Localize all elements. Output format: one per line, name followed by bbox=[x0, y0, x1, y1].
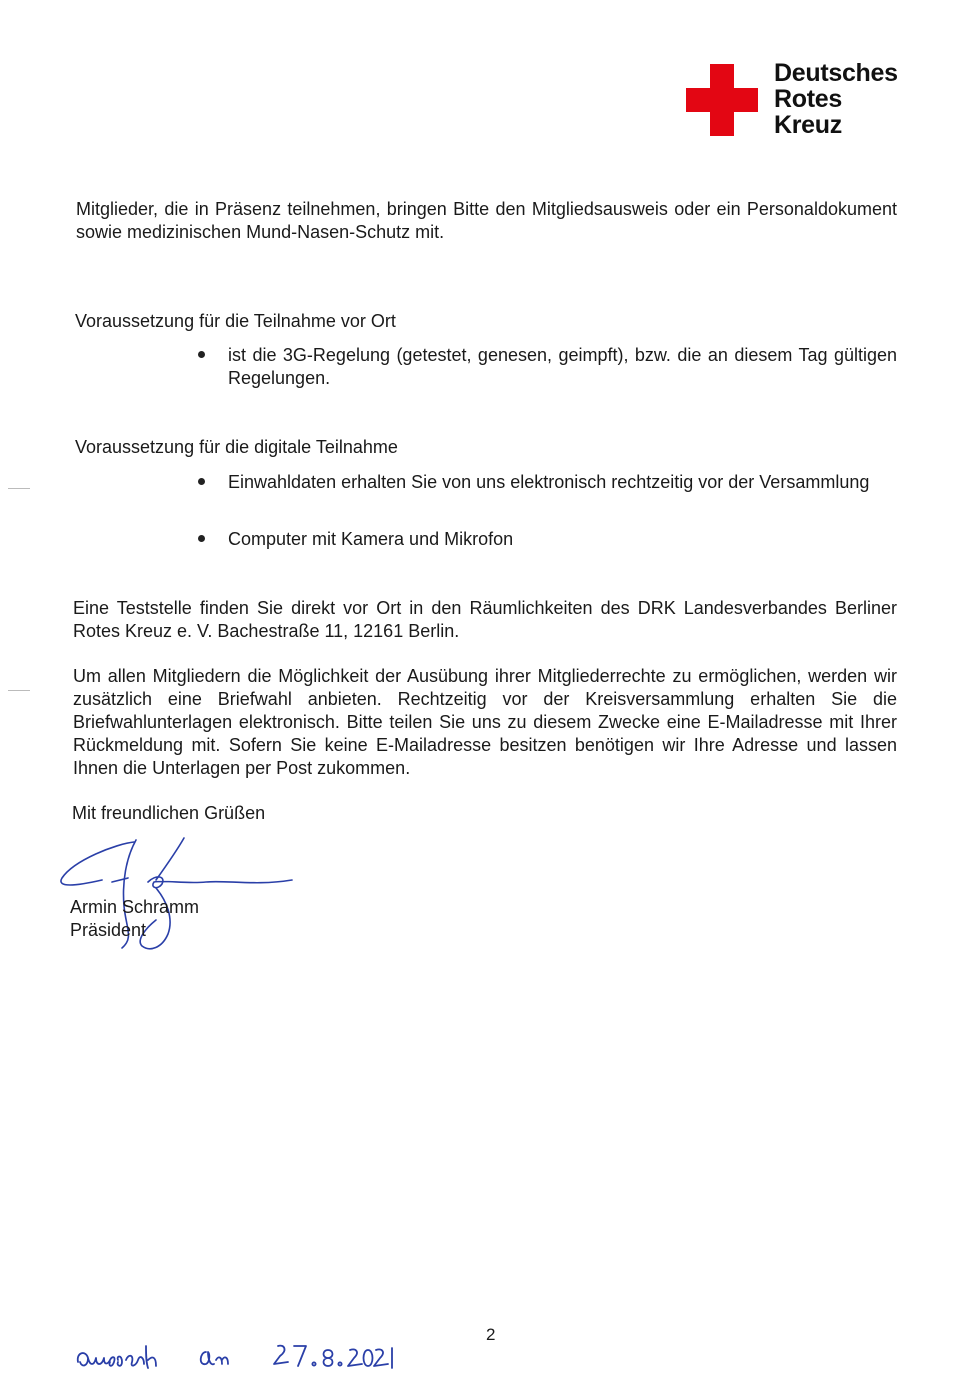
logo-line-1: Deutsches bbox=[774, 59, 898, 87]
onsite-heading: Voraussetzung für die Teilnahme vor Ort bbox=[75, 311, 396, 331]
onsite-bullet-1: ist die 3G-Regelung (getestet, genesen, geimpft), bzw. die an diesem Tag gültigen Regelungen. bbox=[228, 345, 897, 388]
signer-name: Armin Schramm bbox=[70, 897, 200, 917]
punch-mark bbox=[8, 488, 30, 489]
teststelle-paragraph: Eine Teststelle finden Sie direkt vor Ort in den Räumlichkeiten des DRK Landesverbandes Berliner Rotes Kreuz e. V. Bachestraße 11, 12161 Berlin. bbox=[73, 598, 897, 641]
page-number: 2 bbox=[486, 1325, 496, 1344]
digital-bullet-1: Einwahldaten erhalten Sie von uns elektronisch rechtzeitig vor der Versammlung bbox=[228, 472, 870, 492]
logo-line-3: Kreuz bbox=[774, 111, 842, 139]
logo-line-2: Rotes bbox=[774, 85, 842, 113]
closing-line: Mit freundlichen Grüßen bbox=[72, 803, 266, 823]
intro-paragraph: Mitglieder, die in Präsenz teilnehmen, bringen Bitte den Mitgliedsausweis oder ein Personaldokument sowie medizinischen Mund-Nasen-Schutz mit. bbox=[76, 199, 897, 242]
signer-title: Präsident bbox=[70, 920, 147, 940]
bullet-icon bbox=[198, 478, 205, 485]
drk-logo bbox=[686, 60, 926, 140]
handwritten-note bbox=[74, 1338, 394, 1372]
punch-mark bbox=[8, 690, 30, 691]
logo-wordmark bbox=[774, 60, 898, 138]
red-cross-icon bbox=[686, 64, 758, 136]
bullet-icon bbox=[198, 535, 205, 542]
bullet-icon bbox=[198, 351, 205, 358]
digital-bullet-2: Computer mit Kamera und Mikrofon bbox=[228, 529, 514, 549]
briefwahl-paragraph: Um allen Mitgliedern die Möglichkeit der Ausübung ihrer Mitgliederrechte zu ermöglichen, werden wir zusätzlich eine Briefwahl anbieten. Rechtzeitig vor der Kreisversammlung erhalten Sie die Briefwahlunterlagen elektronisch. Bitte teilen Sie uns zu diesem Zwecke eine E-Mailadresse mit Ihrer Rückmeldung mit. Sofern Sie keine E-Mailadresse besitzen benötigen wir Ihre Adresse und lassen Ihnen die Unterlagen per Post zukommen. bbox=[73, 666, 897, 778]
digital-heading: Voraussetzung für die digitale Teilnahme bbox=[75, 437, 398, 457]
